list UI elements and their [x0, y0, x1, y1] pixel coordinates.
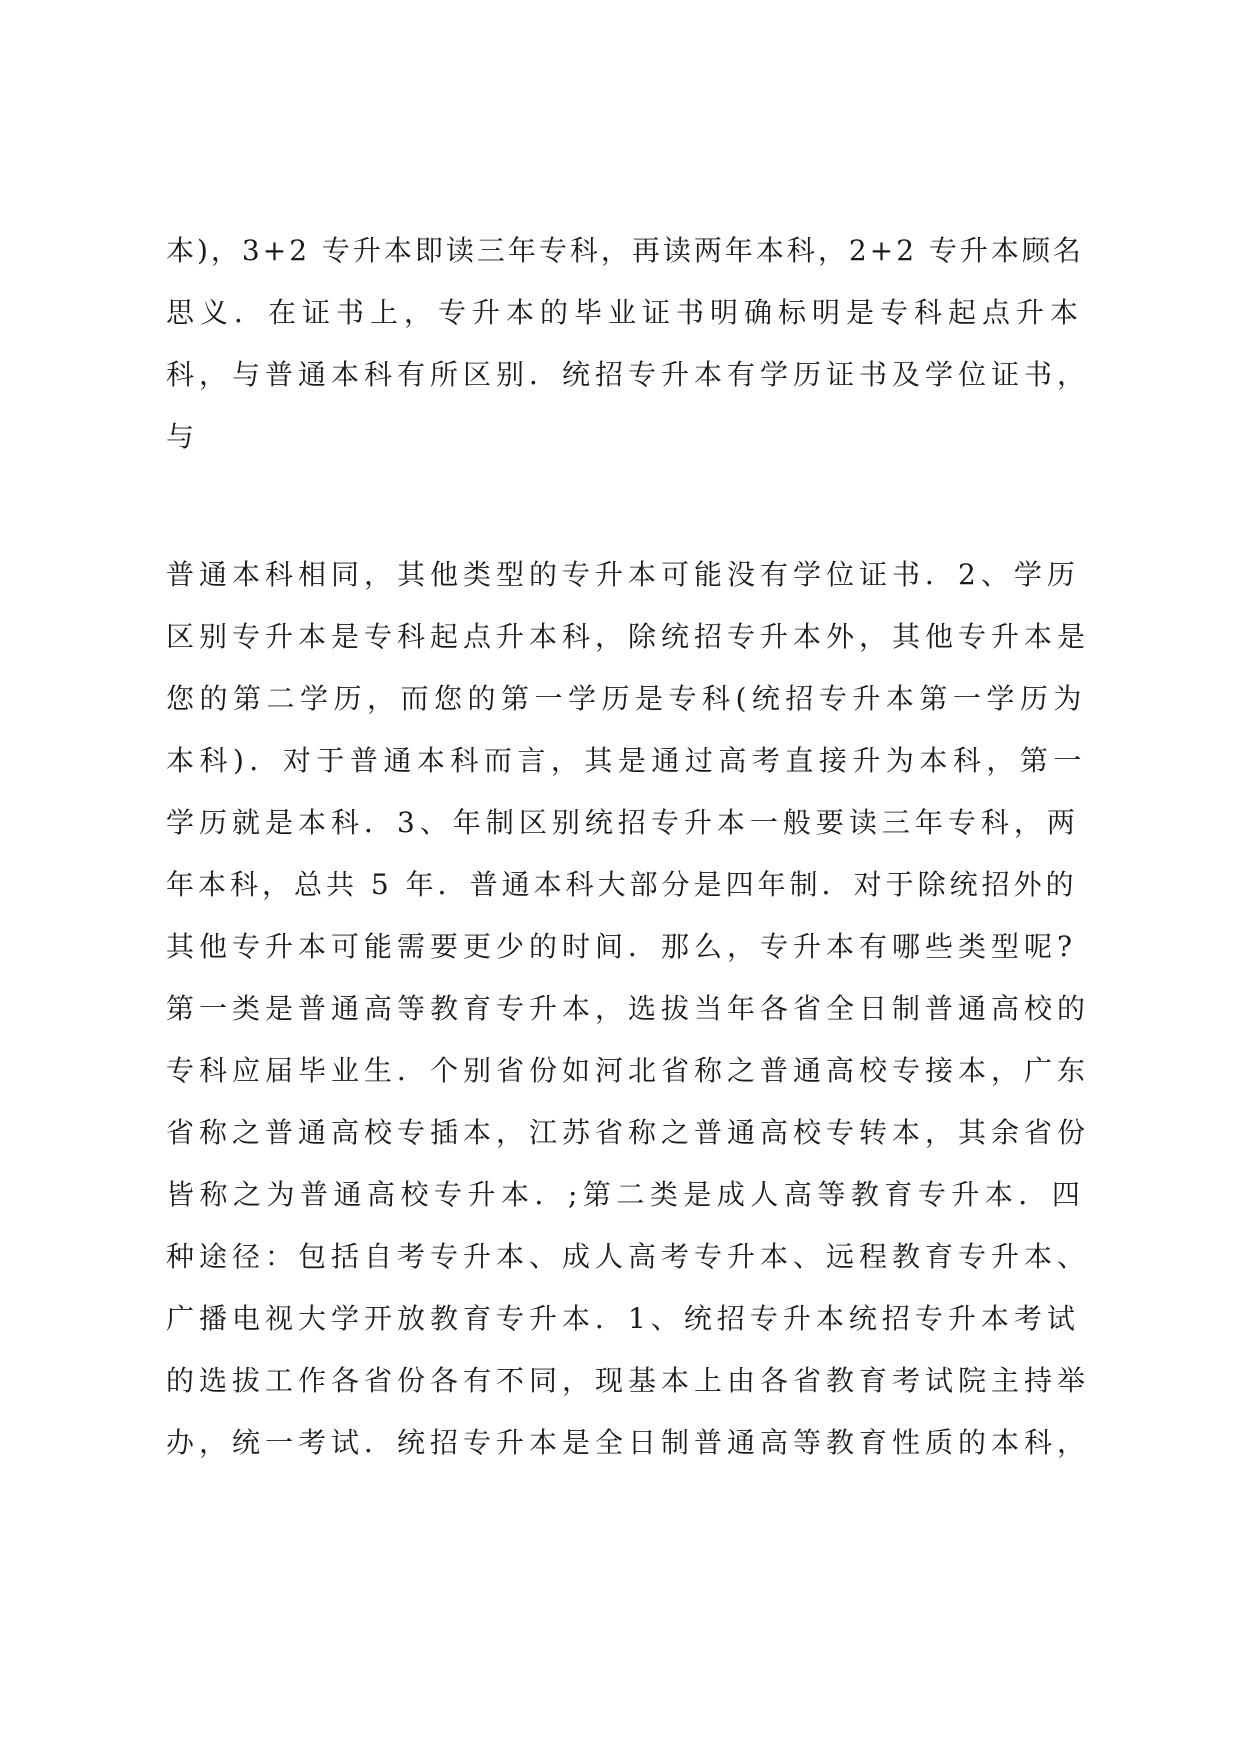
text-line: 皆称之为普通高校专升本．;第二类是成人高等教育专升本．四 [166, 1178, 1086, 1211]
text-line: 第一类是普通高等教育专升本，选拔当年各省全日制普通高校的 [166, 992, 1091, 1025]
text-line: 其他专升本可能需要更少的时间．那么，专升本有哪些类型呢? [166, 930, 1078, 963]
text-line: 本)，3+2 专升本即读三年专科，再读两年本科，2+2 专升本顾名 [166, 234, 1084, 267]
text-line: 年本科，总共 5 年．普通本科大部分是四年制．对于除统招外的 [166, 868, 1078, 901]
text-line: 办，统一考试．统招专升本是全日制普通高等教育性质的本科， [166, 1426, 1091, 1459]
text-line: 省称之普通高校专插本，江苏省称之普通高校专转本，其余省份 [166, 1116, 1091, 1149]
text-line: 专科应届毕业生．个别省份如河北省称之普通高校专接本，广东 [166, 1054, 1091, 1087]
text-line: 种途径：包括自考专升本、成人高考专升本、远程教育专升本、 [166, 1240, 1091, 1273]
text-line: 与 [166, 420, 201, 453]
text-line: 科，与普通本科有所区别．统招专升本有学历证书及学位证书， [166, 358, 1091, 391]
text-line: 的选拔工作各省份各有不同，现基本上由各省教育考试院主持举 [166, 1364, 1091, 1397]
text-line: 本科)．对于普通本科而言，其是通过高考直接升为本科，第一 [166, 744, 1087, 777]
text-line: 您的第二学历，而您的第一学历是专科(统招专升本第一学历为 [166, 682, 1087, 715]
text-line: 普通本科相同，其他类型的专升本可能没有学位证书．2、学历 [166, 558, 1080, 591]
text-line: 广播电视大学开放教育专升本．1、统招专升本统招专升本考试 [166, 1302, 1080, 1335]
text-line: 思义．在证书上，专升本的毕业证书明确标明是专科起点升本 [166, 296, 1085, 329]
text-line: 学历就是本科．3、年制区别统招专升本一般要读三年专科，两 [166, 806, 1080, 839]
text-line: 区别专升本是专科起点升本科，除统招专升本外，其他专升本是 [166, 620, 1091, 653]
